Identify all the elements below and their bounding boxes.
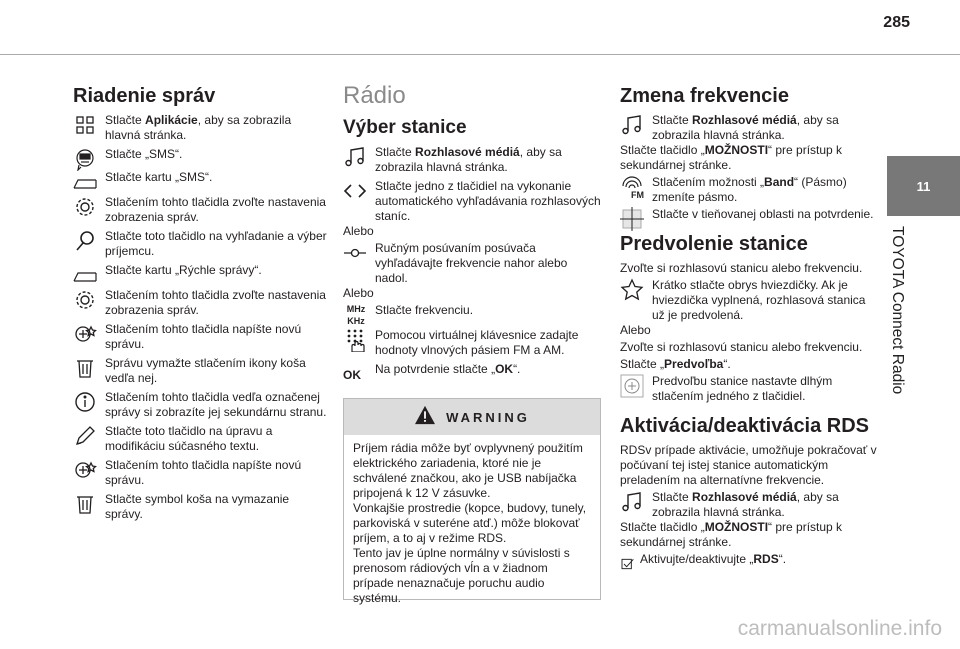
sms-icon bbox=[73, 147, 97, 171]
warning-header bbox=[344, 399, 600, 435]
watermark: carmanualsonline.info bbox=[737, 617, 942, 640]
step-keyboard: Pomocou virtuálnej klávesnice zadajte hodnoty vlnových pásiem FM a AM. bbox=[343, 328, 601, 358]
step-media: Stlačte Rozhlasové médiá, aby sa zobrazila hlavná stránka. bbox=[620, 113, 878, 143]
preset-add-icon bbox=[620, 374, 644, 398]
rds-intro: RDSv prípade aktivácie, umožňuje pokračovať v počúvaní tej istej stanice automatickým preladením na alternatívne frekvencie. bbox=[620, 443, 877, 487]
tab-icon bbox=[73, 170, 97, 194]
or-text: Alebo bbox=[620, 323, 651, 337]
settings-gear-icon bbox=[73, 195, 97, 219]
warning-text: Príjem rádia môže byť ovplyvnený použitím elektrického zariadenia, ktoré nie je schválené značkou, ako je USB nabíjačka pripojená k 12 V zásuvke. Vonkajšie prostredie (kopce, budovy, tunely, parkoviská v suteréne atď.) môže blokovať príjem, a to aj v režime RDS. Tento jav je úplne normálny v súvislosti s prenosom rádiových vĺn a v žiadnom prípade nenaznačuje poruchu audio systému. bbox=[353, 441, 587, 605]
warning-title: WARNING bbox=[446, 409, 530, 425]
star-icon bbox=[620, 278, 644, 302]
settings-gear-icon bbox=[73, 288, 97, 312]
step-rds-toggle: Aktivujte/deaktivujte „RDS“. bbox=[620, 552, 878, 567]
or-text: Alebo bbox=[343, 286, 374, 300]
step-media: Stlačte Rozhlasové médiá, aby sa zobrazila hlavná stránka. bbox=[343, 145, 601, 175]
ok-icon: OK bbox=[343, 368, 361, 382]
preset-intro: Zvoľte si rozhlasovú stanicu alebo frekvenciu. bbox=[620, 261, 863, 275]
chapter-tab: 11 bbox=[887, 156, 960, 216]
section-title-preset: Predvolenie stanice bbox=[620, 233, 808, 255]
or-text: Alebo bbox=[343, 224, 374, 238]
chapter-title bbox=[886, 226, 912, 456]
page-number: 285 bbox=[883, 14, 910, 31]
step-sms-tab: Stlačte kartu „SMS“. bbox=[73, 170, 328, 185]
step-media: Stlačte Rozhlasové médiá, aby sa zobrazila hlavná stránka. bbox=[620, 490, 878, 520]
info-icon bbox=[73, 390, 97, 414]
options-text: Stlačte tlačidlo „MOŽNOSTI“ pre prístup k sekundárnej stránke. bbox=[620, 143, 843, 172]
svg-text:FM: FM bbox=[631, 190, 644, 199]
section-title-station-select: Výber stanice bbox=[343, 117, 467, 138]
trash-icon bbox=[73, 356, 97, 380]
chapter-title-text: TOYOTA Connect Radio bbox=[889, 226, 906, 395]
step-long-press: Predvoľbu stanice nastavte dlhým stlačením jedného z tlačidiel. bbox=[620, 374, 878, 404]
header-rule bbox=[0, 54, 960, 55]
step-applications: Stlačte Aplikácie, aby sa zobrazila hlavná stránka. bbox=[73, 113, 328, 143]
shaded-area-icon bbox=[620, 207, 644, 231]
step-delete-symbol: Stlačte symbol koša na vymazanie správy. bbox=[73, 492, 328, 522]
step-search-recipient: Stlačte toto tlačidlo na vyhľadanie a výber príjemcu. bbox=[73, 229, 328, 259]
music-note-icon bbox=[620, 490, 644, 514]
warning-triangle-icon bbox=[414, 405, 436, 430]
step-band: FM Stlačením možnosti „Band“ (Pásmo) zmeníte pásmo. bbox=[620, 175, 878, 205]
chevron-left-right-icon bbox=[343, 179, 367, 203]
music-note-icon bbox=[343, 145, 367, 169]
column-messages bbox=[73, 84, 328, 526]
section-title-change-frequency: Zmena frekvencie bbox=[620, 85, 789, 107]
fm-radio-icon bbox=[620, 175, 644, 199]
section-title-messages: Riadenie správ bbox=[73, 85, 216, 107]
preset-select-text: Zvoľte si rozhlasovú stanicu alebo frekvenciu. bbox=[620, 340, 863, 354]
mhz-khz-icon: MHz KHz bbox=[346, 304, 366, 326]
step-new-message-2: Stlačením tohto tlačidla napíšte novú správu. bbox=[73, 458, 328, 488]
trash-icon bbox=[73, 492, 97, 516]
keypad-icon bbox=[343, 328, 367, 352]
apps-grid-icon bbox=[73, 113, 97, 137]
step-confirm-ok: OK Na potvrdenie stlačte „OK“. bbox=[343, 362, 601, 377]
step-edit-text: Stlačte toto tlačidlo na úpravu a modifikáciu súčasného textu. bbox=[73, 424, 328, 454]
tab-icon bbox=[73, 263, 97, 287]
step-display-settings: Stlačením tohto tlačidla zvoľte nastavenia zobrazenia správ. bbox=[73, 195, 328, 225]
checkbox-icon bbox=[620, 556, 644, 580]
step-new-message: Stlačením tohto tlačidla napíšte novú správu. bbox=[73, 322, 328, 352]
step-quick-messages-tab: Stlačte kartu „Rýchle správy“. bbox=[73, 263, 328, 278]
music-note-icon bbox=[620, 113, 644, 137]
preset-button-text: Stlačte „Predvoľba“. bbox=[620, 357, 731, 371]
pencil-icon bbox=[73, 424, 97, 448]
warning-box bbox=[343, 398, 601, 605]
step-slider: Ručným posúvaním posúvača vyhľadávajte frekvencie nahor alebo nadol. bbox=[343, 241, 601, 286]
step-auto-search: Stlačte jedno z tlačidiel na vykonanie automatického vyhľadávania rozhlasových staníc. bbox=[343, 179, 601, 224]
step-sms: Stlačte „SMS“. bbox=[73, 147, 328, 162]
new-message-icon bbox=[73, 458, 97, 482]
step-display-settings-2: Stlačením tohto tlačidla zvoľte nastavenia zobrazenia správ. bbox=[73, 288, 328, 318]
options-text: Stlačte tlačidlo „MOŽNOSTI“ pre prístup k sekundárnej stránke. bbox=[620, 520, 843, 549]
step-delete-message: Správu vymažte stlačením ikony koša vedľa nej. bbox=[73, 356, 328, 386]
step-shaded-area: Stlačte v tieňovanej oblasti na potvrdenie. bbox=[620, 207, 878, 222]
new-message-icon bbox=[73, 322, 97, 346]
section-title-radio: Rádio bbox=[343, 82, 406, 109]
slider-icon bbox=[343, 241, 367, 265]
column-radio bbox=[343, 84, 601, 381]
search-icon bbox=[73, 229, 97, 253]
step-star: Krátko stlačte obrys hviezdičky. Ak je hviezdička vyplnená, rozhlasová stanica už je predvolená. bbox=[620, 278, 878, 323]
step-frequency: MHz KHz Stlačte frekvenciu. bbox=[343, 303, 601, 318]
column-frequency bbox=[620, 84, 878, 571]
step-secondary-page: Stlačením tohto tlačidla vedľa označenej správy si zobrazíte jej sekundárnu stranu. bbox=[73, 390, 328, 420]
section-title-rds: Aktivácia/deaktivácia RDS bbox=[620, 415, 870, 437]
